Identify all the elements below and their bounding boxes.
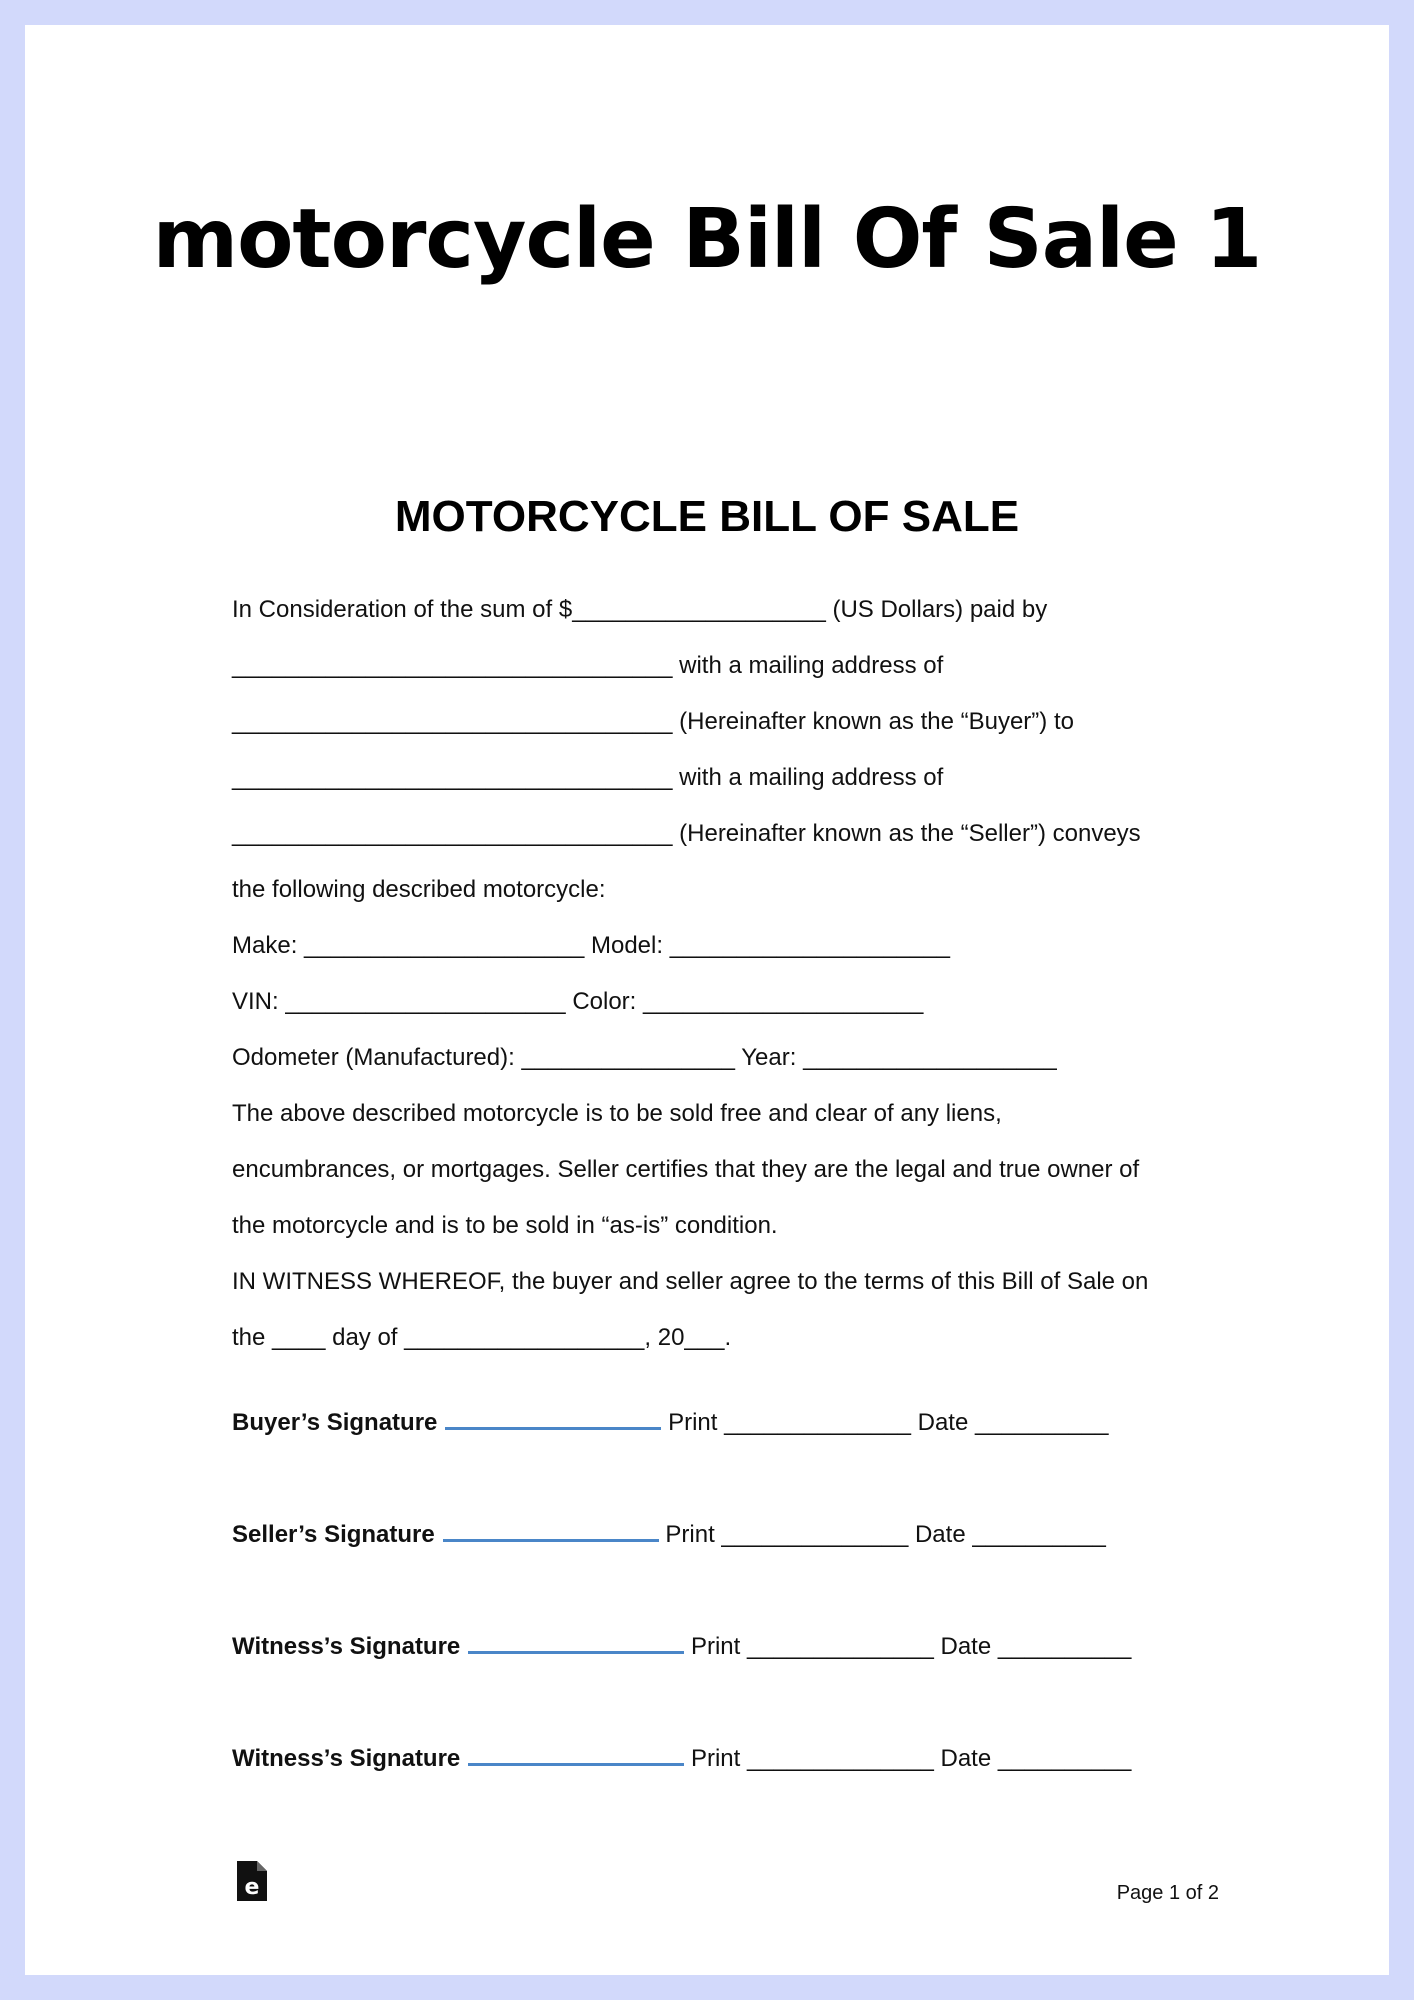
signature-label: Seller’s Signature xyxy=(232,1521,435,1548)
page-number: Page 1 of 2 xyxy=(1116,1882,1219,1904)
signature-print-date: Print ______________ Date __________ xyxy=(658,1521,1106,1548)
document-body xyxy=(232,582,1232,1366)
body-line-odometer-year: Odometer (Manufactured): ________________ Year: ___________________ xyxy=(232,1044,1057,1071)
signature-label: Witness’s Signature xyxy=(232,1633,461,1660)
body-line-witness-1: IN WITNESS WHEREOF, the buyer and seller agree to the terms of this Bill of Sale on xyxy=(232,1268,1149,1295)
body-line-consideration: In Consideration of the sum of $___________________ (US Dollars) paid by xyxy=(232,596,1048,623)
body-line-seller-address: _________________________________ (Hereinafter known as the “Seller”) conveys xyxy=(232,820,1141,847)
document-page xyxy=(25,25,1389,1975)
signature-field[interactable] xyxy=(443,1517,659,1542)
signature-row-buyer xyxy=(232,1403,1232,1443)
body-line-buyer-name: _________________________________ with a mailing address of xyxy=(232,652,944,679)
signature-print-date: Print ______________ Date __________ xyxy=(684,1745,1132,1772)
body-line-described: the following described motorcycle: xyxy=(232,876,606,903)
document-e-icon xyxy=(237,1861,267,1901)
body-line-seller-name: _________________________________ with a mailing address of xyxy=(232,764,944,791)
body-line-terms-2: encumbrances, or mortgages. Seller certifies that they are the legal and true owner of xyxy=(232,1156,1140,1183)
signature-row-witness-2 xyxy=(232,1739,1232,1779)
signature-field[interactable] xyxy=(468,1629,684,1654)
signature-print-date: Print ______________ Date __________ xyxy=(684,1633,1132,1660)
body-line-buyer-address: _________________________________ (Hereinafter known as the “Buyer”) to xyxy=(232,708,1074,735)
signature-label: Witness’s Signature xyxy=(232,1745,461,1772)
body-line-terms-1: The above described motorcycle is to be sold free and clear of any liens, xyxy=(232,1100,1002,1127)
document-heading: MOTORCYCLE BILL OF SALE xyxy=(394,492,1020,541)
svg-text:e: e xyxy=(244,1875,260,1900)
signature-field[interactable] xyxy=(468,1741,684,1766)
body-line-witness-date: the ____ day of __________________, 20___. xyxy=(232,1324,732,1351)
signature-field[interactable] xyxy=(445,1405,661,1430)
signature-label: Buyer’s Signature xyxy=(232,1409,438,1436)
body-line-make-model: Make: _____________________ Model: _____________________ xyxy=(232,932,950,959)
body-line-terms-3: the motorcycle and is to be sold in “as-is” condition. xyxy=(232,1212,778,1239)
signature-row-seller xyxy=(232,1515,1232,1555)
banner-title: motorcycle Bill Of Sale 1 xyxy=(152,192,1262,287)
signature-row-witness-1 xyxy=(232,1627,1232,1667)
signature-print-date: Print ______________ Date __________ xyxy=(661,1409,1109,1436)
body-line-vin-color: VIN: _____________________ Color: _____________________ xyxy=(232,988,924,1015)
